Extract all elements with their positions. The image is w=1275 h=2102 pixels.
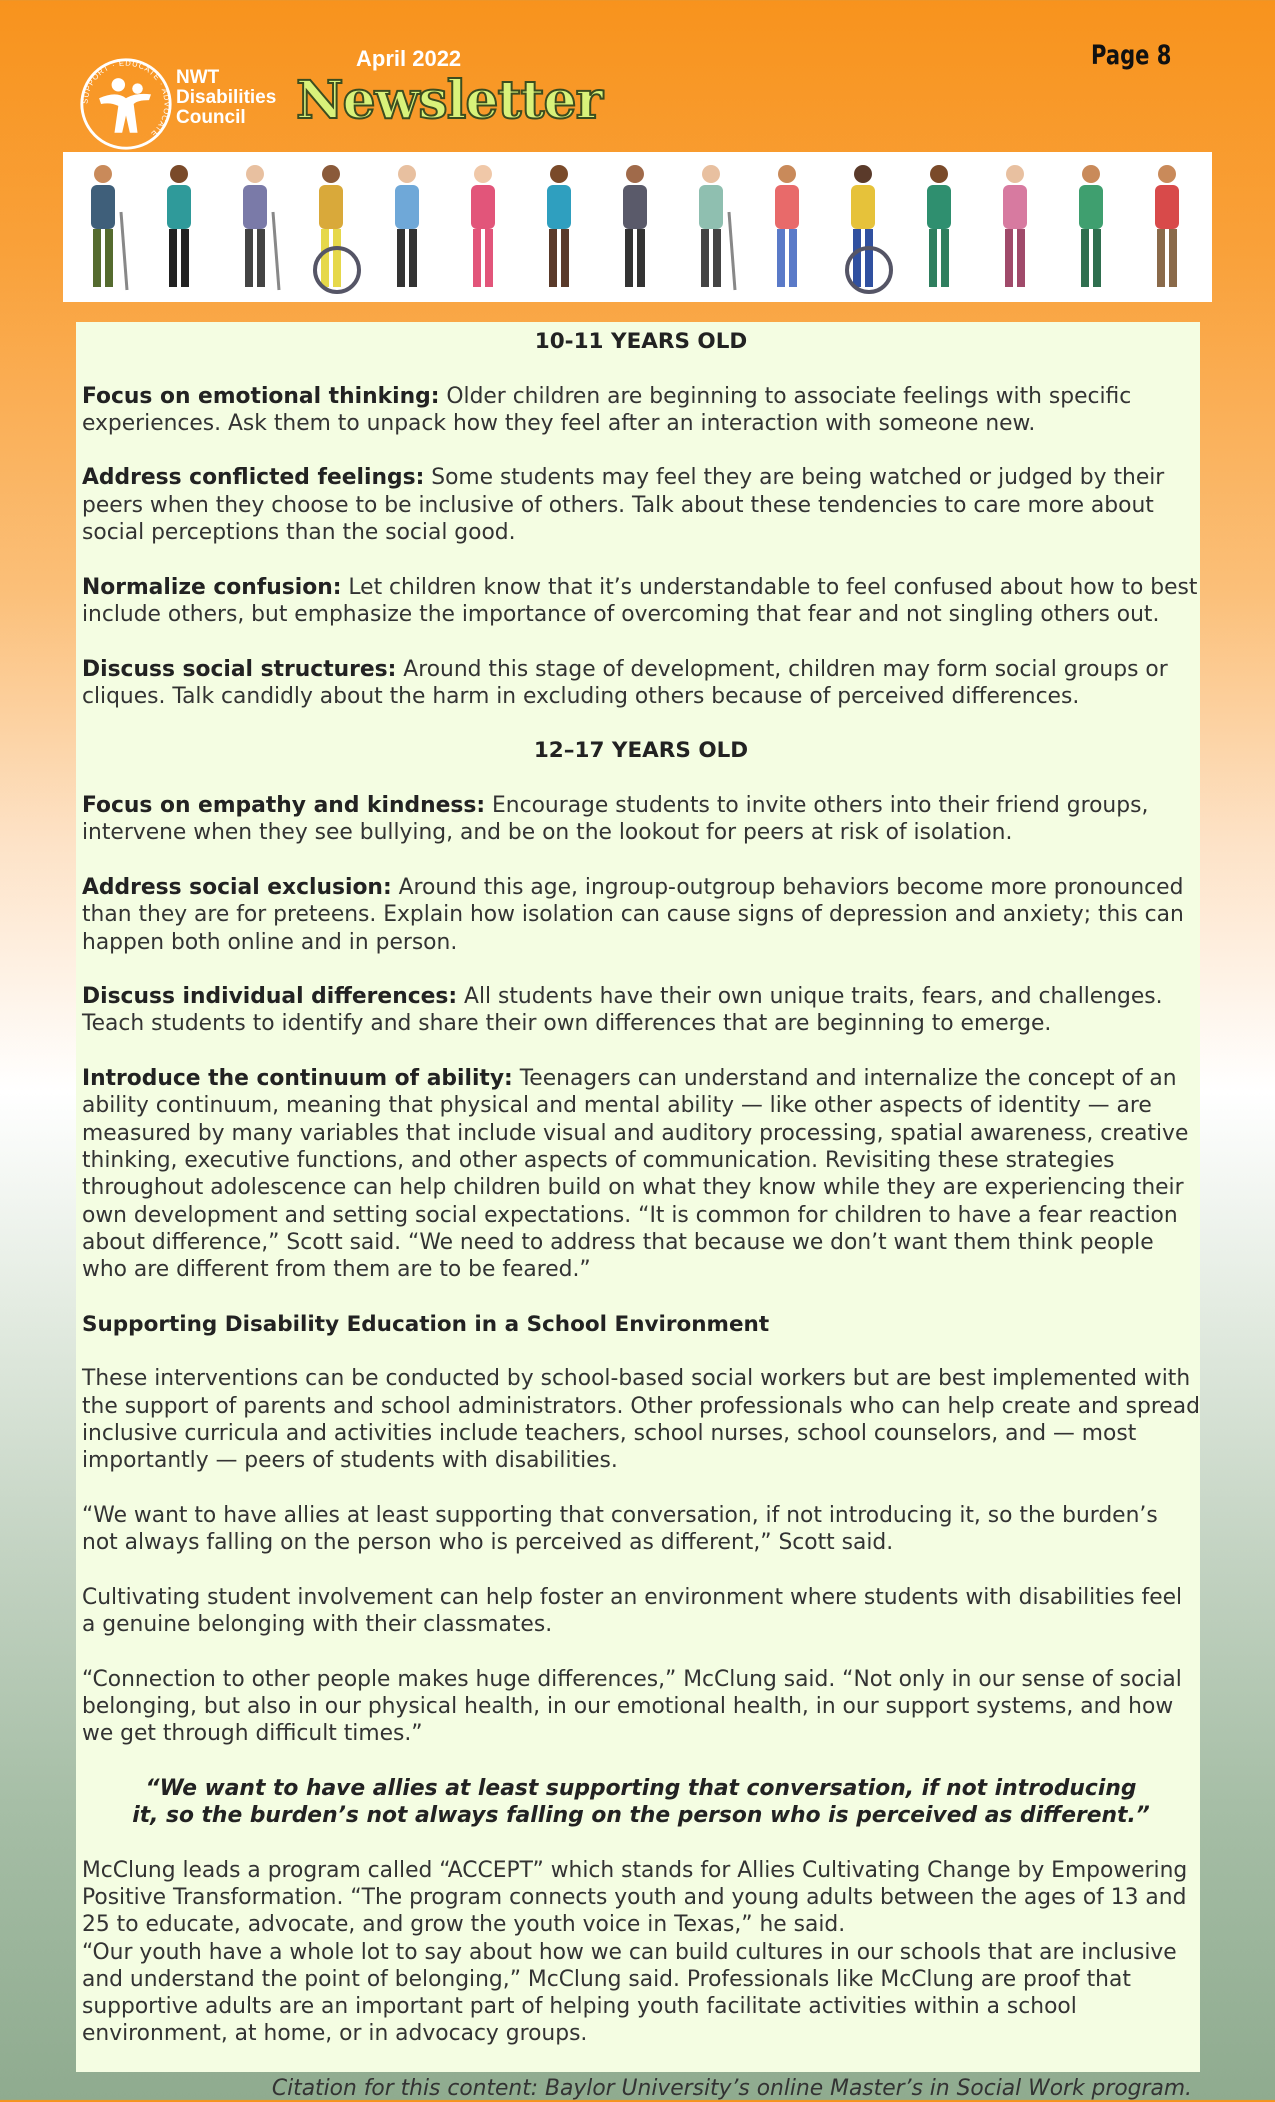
diverse-people-illustration-icon — [63, 152, 1212, 302]
person-figure — [623, 165, 647, 287]
tip-paragraph — [82, 383, 1200, 438]
tip-lead: Address social exclusion: — [82, 874, 392, 900]
person-figure — [1155, 165, 1179, 287]
body-paragraph: These interventions can be conducted by school-based social workers but are best implemented with the support of parents and school administrators. Other professionals who can help create and spread inclusive curricula and activities include teachers, school nurses, school counselors, and — most importantly — peers of students with disabilities. — [82, 1366, 1200, 1474]
tip-lead: Introduce the continuum of ability: — [82, 1066, 513, 1092]
tip-text: Let children know that it’s understandable to feel confused about how to best include others, but emphasize the importance of overcoming that fear and not singling others out. — [82, 574, 1198, 627]
person-figure — [699, 165, 735, 290]
body-paragraph: “Our youth have a whole lot to say about how we can build cultures in our schools that are inclusive and understand the point of belonging,” McClung said. Professionals like McClung are proof that supportive adults are an important part of helping youth facilitate activities within a school environment, at home, or in advocacy groups. — [82, 1939, 1177, 2047]
person-figure — [547, 165, 571, 287]
tip-lead: Discuss social structures: — [82, 656, 397, 682]
person-figure — [315, 165, 359, 292]
person-figure — [927, 165, 951, 287]
tip-paragraph — [82, 574, 1200, 629]
pull-quote: “We want to have allies at least supporting that conversation, if not introducing it, so the burden’s not always falling on the person who is perceived as different.” — [132, 1775, 1150, 1829]
tip-paragraph — [82, 874, 1200, 956]
tip-text: Around this stage of development, children may form social groups or cliques. Talk candidly about the harm in excluding others because of perceived differences. — [82, 656, 1168, 709]
tip-text: Encourage students to invite others into their friend groups, intervene when they see bullying, and be on the lookout for peers at risk of isolation. — [82, 793, 1149, 846]
tip-lead: Focus on emotional thinking: — [82, 383, 440, 409]
issue-date: April 2022 — [356, 46, 462, 71]
person-figure — [775, 165, 799, 287]
person-figure — [1003, 165, 1027, 287]
article-content — [76, 322, 1200, 2101]
person-figure — [167, 165, 191, 287]
tip-text: Some students may feel they are being watched or judged by their peers when they choose to be inclusive of others. Talk about these tendencies to care more about social perceptions than the social good. — [82, 465, 1165, 546]
org-name-line: Council — [176, 107, 246, 128]
tip-paragraph — [82, 792, 1200, 847]
tip-paragraph — [82, 983, 1200, 1038]
tip-lead: Focus on empathy and kindness: — [82, 793, 486, 819]
tip-paragraph — [82, 656, 1200, 711]
person-figure — [1079, 165, 1103, 287]
tip-paragraph — [82, 464, 1200, 546]
body-paragraph: McClung leads a program called “ACCEPT” which stands for Allies Cultivating Change by Empowering Positive Transformation. “The program connects youth and young adults between the ages of 13 and 25 to educate, advocate, and grow the youth voice in Texas,” he said. — [82, 1857, 1188, 1938]
svg-text:SUPPORT · EDUCATE · ADVOCATE: SUPPORT · EDUCATE · ADVOCATE — [80, 58, 172, 140]
org-name-line: NWT — [176, 67, 220, 88]
citation: Citation for this content: Baylor University’s online Master’s in Social Work program. — [271, 2076, 1192, 2101]
body-paragraph: “Connection to other people makes huge differences,” McClung said. “Not only in our sense of social belonging, but also in our physical health, in our emotional health, in our support systems, and how we get through difficult times.” — [82, 1666, 1182, 1747]
person-figure — [91, 165, 127, 290]
tip-lead: Address conflicted feelings: — [82, 465, 425, 491]
person-figure — [395, 165, 419, 287]
org-name-line: Disabilities — [176, 87, 277, 108]
page-number: Page 8 — [1091, 40, 1172, 71]
tip-lead: Discuss individual differences: — [82, 984, 458, 1010]
tip-text: All students have their own unique traits, fears, and challenges. Teach students to identify and share their own differences that are beginning to emerge. — [82, 984, 1163, 1037]
person-figure — [847, 165, 891, 292]
age-heading-12-17: 12–17 YEARS OLD — [533, 738, 749, 764]
org-name — [176, 68, 276, 128]
body-paragraph: Cultivating student involvement can help foster an environment where students with disabilities feel a genuine belonging with their classmates. — [82, 1584, 1183, 1637]
tip-text: Around this age, ingroup-outgroup behaviors become more pronounced than they are for preteens. Explain how isolation can cause signs of depression and anxiety; this can happen both online and in person. — [82, 874, 1184, 955]
people-banner — [63, 152, 1212, 302]
tip-paragraph — [82, 1065, 1200, 1283]
tip-lead: Normalize confusion: — [82, 574, 342, 600]
tip-text: Older children are beginning to associate feelings with specific experiences. Ask them to unpack how they feel after an interaction with someone new. — [82, 383, 1132, 436]
age-heading-10-11: 10-11 YEARS OLD — [534, 329, 748, 354]
person-figure — [243, 165, 279, 290]
newsletter-header — [0, 0, 1275, 150]
body-paragraph: “We want to have allies at least supporting that conversation, if not introducing it, so the burden’s not always falling on the person who is perceived as different,” Scott said. — [82, 1502, 1158, 1556]
section-heading: Supporting Disability Education in a School Environment — [82, 1311, 770, 1337]
council-logo-icon — [78, 56, 174, 152]
person-figure — [471, 165, 495, 287]
tip-text: Teenagers can understand and internalize the concept of an ability continuum, meaning that physical and mental ability — like other aspects of identity — are measured by many variables that include visual and auditory processing, spatial awareness, creative thinking, executive functions, and other aspects of communication. Revisiting these strategies throughout adolescence can help children build on what they know while they are experiencing their own development and setting social expectations. “It is common for children to have a fear reaction about difference,” Scott said. “We need to address that because we don’t want them think people who are different from them are to be feared.” — [82, 1066, 1189, 1283]
newsletter-title: Newsletter — [296, 70, 603, 131]
